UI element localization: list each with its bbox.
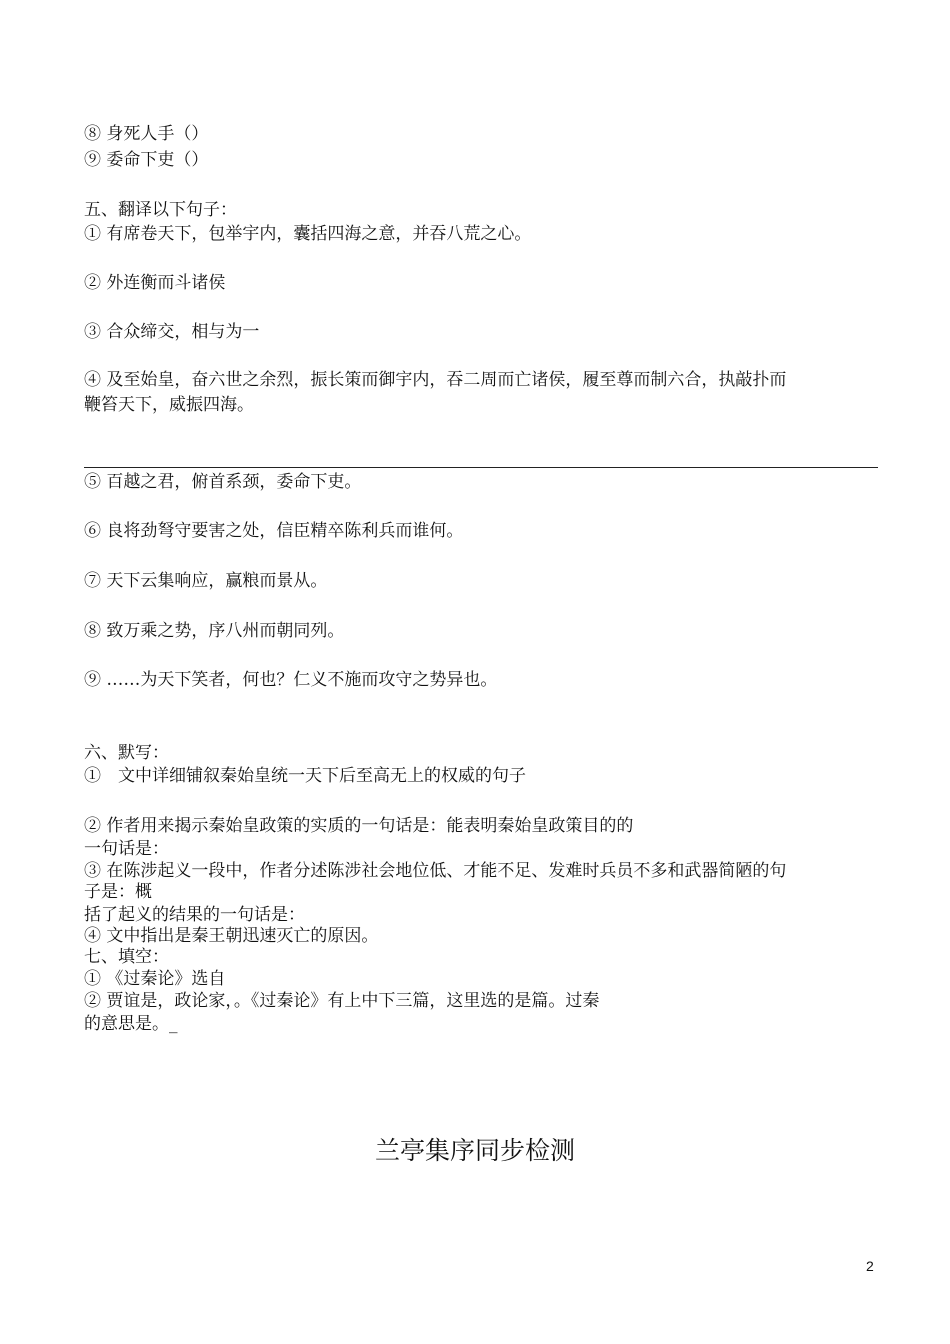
text-line: ① 有席卷天下，包举宇内，囊括四海之意，并吞八荒之心。 — [84, 224, 532, 244]
section-heading: 五、翻译以下句子： — [84, 200, 237, 220]
text-line: 子是：概 — [84, 882, 152, 902]
text-line: ⑥ 良将劲弩守要害之处，信臣精卒陈利兵而谁何。 — [84, 521, 464, 541]
text-line: ④ 文中指出是秦王朝迅速灭亡的原因。 — [84, 926, 379, 946]
text-line: ⑧ 身死人手（） — [84, 124, 209, 144]
section-title: 兰亭集序同步检测 — [374, 1136, 575, 1165]
section-heading: 六、默写： — [84, 743, 169, 763]
text-line: ⑤ 百越之君，俯首系颈，委命下吏。 — [84, 472, 362, 492]
text-line: 一句话是： — [84, 839, 169, 859]
text-line: 括了起义的结果的一句话是： — [84, 905, 305, 925]
page-number: 2 — [866, 1258, 874, 1274]
text-line: ② 作者用来揭示秦始皇政策的实质的一句话是：能表明秦始皇政策目的的 — [84, 816, 634, 836]
text-line: ⑦ 天下云集响应，赢粮而景从。 — [84, 571, 328, 591]
section-heading: 七、填空： — [84, 947, 169, 967]
text-line: ⑨ 委命下吏（） — [84, 150, 209, 170]
text-line: ① 《过秦论》选自 — [84, 969, 226, 989]
text-line: ② 外连衡而斗诸侯 — [84, 273, 226, 293]
text-line: ① 文中详细铺叙秦始皇统一天下后至高无上的权威的句子 — [84, 766, 526, 786]
text-line: 的意思是。_ — [84, 1014, 178, 1034]
text-line: ⑧ 致万乘之势，序八州而朝同列。 — [84, 621, 345, 641]
text-line: 鞭笞天下，威振四海。 — [84, 395, 254, 415]
text-line: ② 贾谊是，政论家，。《过秦论》有上中下三篇，这里选的是篇。过秦 — [84, 991, 600, 1011]
text-line: ④ 及至始皇，奋六世之余烈，振长策而御宇内，吞二周而亡诸侯，履至尊而制六合，执敲扑而 — [84, 370, 787, 390]
text-line: ⑨ ……为天下笑者，何也？仁义不施而攻守之势异也。 — [84, 670, 498, 690]
answer-line — [84, 467, 878, 468]
text-line: ③ 在陈涉起义一段中，作者分述陈涉社会地位低、才能不足、发难时兵员不多和武器简陋的句 — [84, 861, 787, 881]
text-line: ③ 合众缔交，相与为一 — [84, 322, 260, 342]
